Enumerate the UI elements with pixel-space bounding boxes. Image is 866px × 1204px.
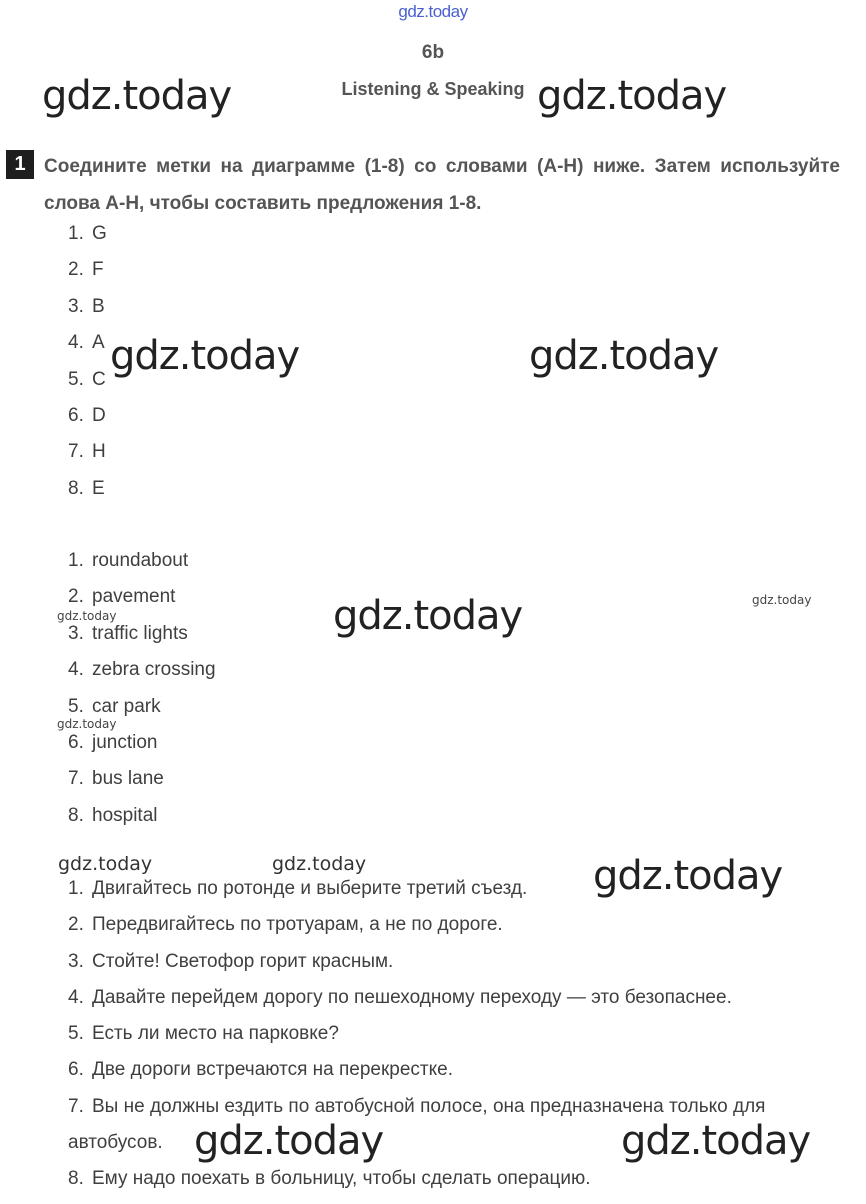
watermark: gdz.today	[57, 609, 117, 623]
watermark: gdz.today	[58, 853, 153, 875]
watermark: gdz.today	[333, 593, 523, 639]
sentence-item: 1. Двигайтесь по ротонде и выберите третий съезд.	[68, 878, 528, 899]
sentence-item: 5. Есть ли место на парковке?	[68, 1023, 339, 1045]
list-item: 2. pavement	[68, 586, 176, 608]
list-item: 7. bus lane	[68, 768, 164, 790]
watermark: gdz.today	[593, 853, 783, 899]
sentence-item: 2. Передвигайтесь по тротуарам, а не по дороге.	[68, 914, 503, 936]
watermark: gdz.today	[621, 1118, 811, 1164]
list-item: 5. C	[68, 368, 106, 390]
list-item: 1. G	[68, 223, 107, 244]
list-item: 7. H	[68, 441, 106, 463]
list-item: 6. junction	[68, 731, 158, 753]
words-list	[68, 543, 216, 834]
sentence-item: 6. Две дороги встречаются на перекрестке.	[68, 1059, 453, 1081]
sentence-item: 8. Ему надо поехать в больницу, чтобы сделать операцию.	[68, 1168, 591, 1190]
list-item: 1. roundabout	[68, 550, 189, 571]
matches-list	[68, 216, 107, 507]
list-item: 5. car park	[68, 695, 161, 717]
list-item: 4. zebra crossing	[68, 659, 216, 681]
watermark: gdz.today	[110, 333, 300, 379]
list-item: 2. F	[68, 259, 104, 281]
sentence-item: 7. Вы не должны ездить по автобусной полосе, она предназначена только для автобусов.	[68, 1095, 766, 1154]
watermark: gdz.today	[537, 73, 727, 119]
list-item: 8. E	[68, 477, 105, 499]
watermark: gdz.today	[57, 717, 117, 731]
watermark: gdz.today	[272, 853, 367, 875]
task-instruction: Соедините метки на диаграмме (1-8) со словами (A-H) ниже. Затем используйте слова A-H, чтобы составить предложения 1-8.	[44, 156, 840, 214]
list-item: 6. D	[68, 404, 106, 426]
list-item: 3. B	[68, 295, 105, 317]
watermark: gdz.today	[42, 73, 232, 119]
watermark: gdz.today	[194, 1118, 384, 1164]
sentence-item: 3. Стойте! Светофор горит красным.	[68, 950, 394, 972]
watermark: gdz.today	[529, 333, 719, 379]
list-item: 8. hospital	[68, 804, 158, 826]
list-item: 3. traffic lights	[68, 622, 188, 644]
task-number-badge: 1	[6, 150, 34, 179]
watermark: gdz.today	[752, 593, 812, 607]
sentence-item: 4. Давайте перейдем дорогу по пешеходному переходу — это безопаснее.	[68, 986, 732, 1008]
top-watermark: gdz.today	[398, 2, 468, 21]
section-title: Listening & Speaking	[341, 79, 525, 99]
list-item: 4. A	[68, 332, 105, 354]
unit-label: 6b	[421, 42, 445, 63]
